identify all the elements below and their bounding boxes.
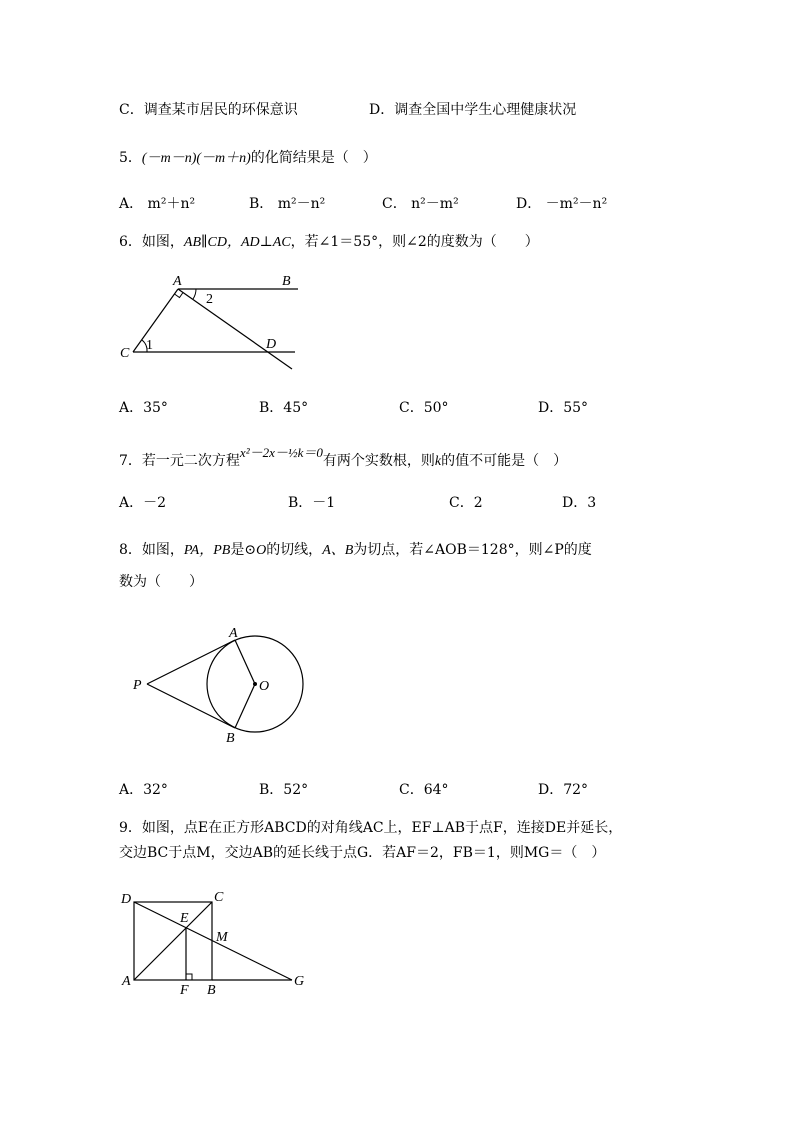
- q8-label-p: P: [133, 678, 142, 693]
- q8-stem-line2: 数为（ ）: [119, 574, 203, 590]
- q6-label-a: A: [173, 274, 182, 289]
- q9-label-d: D: [121, 892, 132, 907]
- q6-stem-a: 6．如图，: [119, 234, 184, 250]
- q8-circle-o: O: [256, 543, 267, 558]
- q7-stem-a: 7．若一元二次方程: [119, 453, 240, 469]
- q7-option-a: A．－2: [119, 495, 167, 511]
- q8-stem-b: 是⊙: [230, 542, 257, 558]
- q5-option-c: C． n²－m²: [382, 196, 459, 212]
- q8-pa-pb: PA，PB: [183, 543, 231, 558]
- q5-option-b: B． m²－n²: [249, 196, 326, 212]
- q7-option-b: B．－1: [288, 495, 336, 511]
- q5-option-d: D． －m²－n²: [516, 196, 608, 212]
- q8-label-a: A: [229, 626, 238, 641]
- q6-label-d: D: [266, 337, 277, 352]
- q6-option-d: D．55°: [538, 400, 589, 416]
- q8-points-ab: A、B: [322, 543, 354, 558]
- q5-expression: (－m－n)(－m＋n): [141, 151, 251, 166]
- q6-condition: AB∥CD，AD⊥AC: [183, 235, 291, 250]
- q9-line-dg: [134, 902, 292, 980]
- q8-label-b: B: [226, 731, 235, 746]
- q8-stem-d: 为切点，若∠AOB＝128°，则∠P的度: [353, 542, 592, 558]
- q8-option-b: B．52°: [259, 782, 309, 798]
- q9-stem-line2: 交边BC于点M，交边AB的延长线于点G．若AF＝2，FB＝1，则MG＝（ ）: [119, 845, 606, 861]
- q6-stem-b: ，若∠1＝55°，则∠2的度数为（ ）: [290, 234, 539, 250]
- q6-option-b: B．45°: [259, 400, 309, 416]
- q5-stem-tail: 的化简结果是（ ）: [250, 150, 377, 166]
- q8-stem-c: 的切线，: [266, 542, 323, 558]
- q6-option-c: C．50°: [399, 400, 449, 416]
- q8-stem-a: 8．如图，: [119, 542, 184, 558]
- q9-label-g: G: [294, 974, 305, 989]
- q9-stem-line1: 9．如图，点E在正方形ABCD的对角线AC上，EF⊥AB于点F，连接DE并延长，: [119, 820, 623, 836]
- q9-label-m: M: [216, 930, 228, 945]
- q7-option-c: C．2: [449, 495, 483, 511]
- q9-label-f: F: [180, 983, 189, 998]
- q6-label-angle-2: 2: [206, 292, 213, 307]
- q6-label-c: C: [120, 346, 130, 361]
- q8-label-o: O: [259, 679, 270, 694]
- q9-label-e: E: [180, 911, 189, 926]
- q9-diagonal-ac: [134, 902, 212, 980]
- q9-label-c: C: [214, 890, 224, 905]
- q6-label-b: B: [282, 274, 291, 289]
- q9-label-b: B: [207, 983, 216, 998]
- q8-option-c: C．64°: [399, 782, 449, 798]
- q4-option-c: C．调查某市居民的环保意识: [119, 102, 298, 118]
- q6-option-a: A．35°: [119, 400, 168, 416]
- q8-option-a: A．32°: [119, 782, 168, 798]
- q9-right-angle-mark: [186, 974, 192, 980]
- q7-stem-b: 有两个实数根，则: [322, 453, 435, 469]
- q7-equation: x²－2x－½k＝0: [239, 445, 323, 460]
- q6-label-angle-1: 1: [146, 338, 153, 353]
- q7-stem-c: 的值不可能是（ ）: [441, 453, 568, 469]
- q4-option-d: D．调查全国中学生心理健康状况: [369, 102, 577, 118]
- q9-label-a: A: [122, 974, 131, 989]
- q7-variable-k: k: [434, 454, 442, 469]
- q5-number: 5．: [119, 150, 142, 166]
- q7-option-d: D．3: [562, 495, 597, 511]
- q8-option-d: D．72°: [538, 782, 589, 798]
- q5-option-a: A． m²＋n²: [119, 196, 196, 212]
